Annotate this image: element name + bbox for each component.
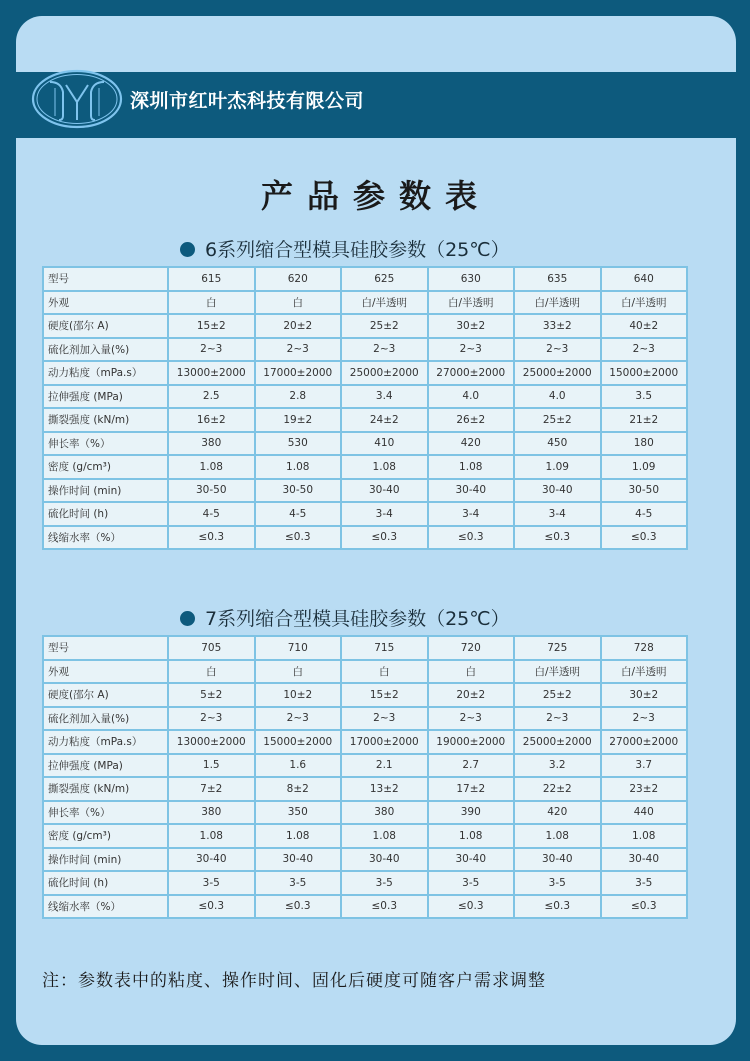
- table-cell: 2.7: [428, 754, 515, 778]
- table-cell: 720: [428, 636, 515, 660]
- table-cell: 3.7: [601, 754, 688, 778]
- table-cell: 30-50: [168, 479, 255, 503]
- table-cell: 2.1: [341, 754, 428, 778]
- table-cell: 450: [514, 432, 601, 456]
- table-cell: 13±2: [341, 777, 428, 801]
- table-cell: 13000±2000: [168, 730, 255, 754]
- row-label: 外观: [43, 291, 168, 315]
- table-cell: 3-4: [514, 502, 601, 526]
- table-row: [43, 754, 687, 778]
- table-cell: 3-5: [168, 871, 255, 895]
- company-name: 深圳市红叶杰科技有限公司: [130, 90, 365, 112]
- row-label: 线缩水率（%）: [43, 895, 168, 919]
- bullet-icon: [180, 242, 195, 257]
- table-cell: 3-4: [341, 502, 428, 526]
- table-cell: 1.6: [255, 754, 342, 778]
- table-cell: 白/半透明: [341, 291, 428, 315]
- table-cell: 620: [255, 267, 342, 291]
- table-row: [43, 636, 687, 660]
- table-cell: 30-40: [341, 848, 428, 872]
- table-row: [43, 824, 687, 848]
- table-cell: 25000±2000: [514, 361, 601, 385]
- row-label: 伸长率（%）: [43, 432, 168, 456]
- table-cell: 40±2: [601, 314, 688, 338]
- table-cell: 715: [341, 636, 428, 660]
- table-cell: 白/半透明: [601, 291, 688, 315]
- row-label: 动力粘度（mPa.s）: [43, 730, 168, 754]
- table-cell: 1.08: [514, 824, 601, 848]
- table-cell: 2~3: [514, 707, 601, 731]
- table-cell: 625: [341, 267, 428, 291]
- table-row: [43, 502, 687, 526]
- table-cell: 33±2: [514, 314, 601, 338]
- table-cell: 390: [428, 801, 515, 825]
- table-cell: 2~3: [168, 338, 255, 362]
- table-cell: 4.0: [428, 385, 515, 409]
- table-cell: 17000±2000: [255, 361, 342, 385]
- table-cell: 20±2: [428, 683, 515, 707]
- table-cell: 白: [255, 660, 342, 684]
- table-cell: 22±2: [514, 777, 601, 801]
- table-cell: 30-40: [428, 848, 515, 872]
- table-cell: 2~3: [428, 707, 515, 731]
- table-cell: ≤0.3: [428, 526, 515, 550]
- table-cell: 白: [168, 660, 255, 684]
- table-row: [43, 801, 687, 825]
- table-cell: 3-5: [514, 871, 601, 895]
- table-row: [43, 408, 687, 432]
- table-cell: 2.8: [255, 385, 342, 409]
- table-cell: 19000±2000: [428, 730, 515, 754]
- table-cell: 2~3: [168, 707, 255, 731]
- row-label: 密度 (g/cm³): [43, 455, 168, 479]
- table-cell: 17±2: [428, 777, 515, 801]
- table-cell: 725: [514, 636, 601, 660]
- table-cell: 2~3: [255, 707, 342, 731]
- table-cell: 1.09: [514, 455, 601, 479]
- table-cell: 白: [168, 291, 255, 315]
- table-cell: 1.08: [341, 455, 428, 479]
- table-cell: 420: [514, 801, 601, 825]
- table-cell: 4.0: [514, 385, 601, 409]
- table-cell: 8±2: [255, 777, 342, 801]
- table-cell: 380: [168, 801, 255, 825]
- table-row: [43, 432, 687, 456]
- row-label: 硫化时间 (h): [43, 502, 168, 526]
- table-cell: 410: [341, 432, 428, 456]
- table-row: [43, 683, 687, 707]
- table-cell: 白/半透明: [514, 291, 601, 315]
- table-cell: ≤0.3: [514, 895, 601, 919]
- table-cell: 20±2: [255, 314, 342, 338]
- row-label: 拉伸强度 (MPa): [43, 385, 168, 409]
- table-cell: 3-5: [601, 871, 688, 895]
- table-cell: 30-50: [255, 479, 342, 503]
- table-cell: 3-5: [255, 871, 342, 895]
- table-row: [43, 361, 687, 385]
- table-cell: 3-4: [428, 502, 515, 526]
- table-cell: ≤0.3: [168, 895, 255, 919]
- table-cell: 635: [514, 267, 601, 291]
- table-cell: 728: [601, 636, 688, 660]
- table-cell: 2~3: [601, 338, 688, 362]
- table-cell: 25±2: [514, 408, 601, 432]
- table-row: [43, 895, 687, 919]
- table-cell: 4-5: [255, 502, 342, 526]
- table-row: [43, 267, 687, 291]
- table-cell: 4-5: [168, 502, 255, 526]
- table-row: [43, 526, 687, 550]
- table-row: [43, 338, 687, 362]
- table-cell: 1.08: [168, 824, 255, 848]
- table-cell: 3.4: [341, 385, 428, 409]
- row-label: 硫化剂加入量(%): [43, 338, 168, 362]
- table-cell: 15000±2000: [255, 730, 342, 754]
- table-cell: 13000±2000: [168, 361, 255, 385]
- page-title: 产品参数表: [260, 177, 491, 215]
- table-cell: 21±2: [601, 408, 688, 432]
- table-row: [43, 730, 687, 754]
- header-band: [16, 72, 736, 138]
- table-cell: 白: [341, 660, 428, 684]
- table-cell: 23±2: [601, 777, 688, 801]
- table-cell: 1.08: [255, 824, 342, 848]
- table-cell: 3.2: [514, 754, 601, 778]
- table-cell: ≤0.3: [168, 526, 255, 550]
- table-cell: 5±2: [168, 683, 255, 707]
- table-cell: 10±2: [255, 683, 342, 707]
- table-cell: 白/半透明: [601, 660, 688, 684]
- table-cell: 2~3: [514, 338, 601, 362]
- row-label: 硫化时间 (h): [43, 871, 168, 895]
- table-row: [43, 479, 687, 503]
- table-cell: 2~3: [255, 338, 342, 362]
- table-cell: 25±2: [514, 683, 601, 707]
- table-cell: 15±2: [168, 314, 255, 338]
- row-label: 操作时间 (min): [43, 479, 168, 503]
- table-cell: 530: [255, 432, 342, 456]
- section-title-6-series: [180, 235, 510, 262]
- table-cell: 3.5: [601, 385, 688, 409]
- table-row: [43, 385, 687, 409]
- table-cell: 30-40: [514, 479, 601, 503]
- row-label: 硬度(邵尔 A): [43, 683, 168, 707]
- table-row: [43, 314, 687, 338]
- table-cell: 1.08: [168, 455, 255, 479]
- table-cell: 1.08: [428, 824, 515, 848]
- table-cell: ≤0.3: [341, 526, 428, 550]
- table-row: [43, 848, 687, 872]
- section-title-text: 7系列缩合型模具硅胶参数（25℃）: [205, 608, 510, 630]
- table-cell: 180: [601, 432, 688, 456]
- table-cell: 1.08: [428, 455, 515, 479]
- table-cell: 30-40: [428, 479, 515, 503]
- table-cell: 30-40: [168, 848, 255, 872]
- table-cell: 30-40: [601, 848, 688, 872]
- table-row: [43, 455, 687, 479]
- table-cell: 2.5: [168, 385, 255, 409]
- table-cell: 30±2: [428, 314, 515, 338]
- bullet-icon: [180, 611, 195, 626]
- table-cell: ≤0.3: [601, 526, 688, 550]
- parameter-table-6-series: [42, 266, 688, 550]
- table-row: [43, 871, 687, 895]
- row-label: 拉伸强度 (MPa): [43, 754, 168, 778]
- table-cell: 30-40: [514, 848, 601, 872]
- table-cell: 白: [255, 291, 342, 315]
- row-label: 动力粘度（mPa.s）: [43, 361, 168, 385]
- table-cell: 3-5: [428, 871, 515, 895]
- table-cell: 30-40: [341, 479, 428, 503]
- table-cell: ≤0.3: [341, 895, 428, 919]
- table-cell: 15000±2000: [601, 361, 688, 385]
- table-cell: ≤0.3: [255, 895, 342, 919]
- row-label: 型号: [43, 267, 168, 291]
- table-row: [43, 777, 687, 801]
- table-cell: 7±2: [168, 777, 255, 801]
- table-cell: 705: [168, 636, 255, 660]
- table-cell: ≤0.3: [514, 526, 601, 550]
- table-cell: 710: [255, 636, 342, 660]
- row-label: 型号: [43, 636, 168, 660]
- table-cell: 16±2: [168, 408, 255, 432]
- table-cell: 15±2: [341, 683, 428, 707]
- row-label: 操作时间 (min): [43, 848, 168, 872]
- table-cell: ≤0.3: [601, 895, 688, 919]
- table-cell: 30-40: [255, 848, 342, 872]
- row-label: 撕裂强度 (kN/m): [43, 408, 168, 432]
- row-label: 硫化剂加入量(%): [43, 707, 168, 731]
- table-cell: 27000±2000: [601, 730, 688, 754]
- company-logo: [30, 68, 124, 130]
- table-cell: 380: [168, 432, 255, 456]
- table-cell: 27000±2000: [428, 361, 515, 385]
- parameter-table-7-series: [42, 635, 688, 919]
- table-cell: 640: [601, 267, 688, 291]
- row-label: 撕裂强度 (kN/m): [43, 777, 168, 801]
- table-cell: 24±2: [341, 408, 428, 432]
- table-cell: 1.5: [168, 754, 255, 778]
- table-cell: 420: [428, 432, 515, 456]
- table-cell: 25000±2000: [341, 361, 428, 385]
- row-label: 外观: [43, 660, 168, 684]
- table-cell: 19±2: [255, 408, 342, 432]
- table-row: [43, 707, 687, 731]
- row-label: 线缩水率（%）: [43, 526, 168, 550]
- table-cell: 615: [168, 267, 255, 291]
- table-cell: 25000±2000: [514, 730, 601, 754]
- table-cell: 3-5: [341, 871, 428, 895]
- table-cell: 4-5: [601, 502, 688, 526]
- table-cell: 350: [255, 801, 342, 825]
- table-cell: 2~3: [601, 707, 688, 731]
- table-cell: 1.08: [341, 824, 428, 848]
- table-cell: 1.08: [601, 824, 688, 848]
- table-cell: 30±2: [601, 683, 688, 707]
- table-cell: 1.09: [601, 455, 688, 479]
- table-cell: ≤0.3: [428, 895, 515, 919]
- table-cell: 26±2: [428, 408, 515, 432]
- table-cell: 630: [428, 267, 515, 291]
- table-cell: 2~3: [341, 707, 428, 731]
- table-row: [43, 660, 687, 684]
- table-cell: 1.08: [255, 455, 342, 479]
- section-title-7-series: [180, 604, 510, 631]
- section-title-text: 6系列缩合型模具硅胶参数（25℃）: [205, 239, 510, 261]
- table-cell: 白/半透明: [514, 660, 601, 684]
- table-row: [43, 291, 687, 315]
- row-label: 硬度(邵尔 A): [43, 314, 168, 338]
- table-cell: 2~3: [341, 338, 428, 362]
- table-cell: 17000±2000: [341, 730, 428, 754]
- footnote: 注：参数表中的粘度、操作时间、固化后硬度可随客户需求调整: [42, 971, 546, 991]
- row-label: 伸长率（%）: [43, 801, 168, 825]
- table-cell: 440: [601, 801, 688, 825]
- table-cell: 白: [428, 660, 515, 684]
- table-cell: 2~3: [428, 338, 515, 362]
- table-cell: ≤0.3: [255, 526, 342, 550]
- table-cell: 380: [341, 801, 428, 825]
- table-cell: 白/半透明: [428, 291, 515, 315]
- row-label: 密度 (g/cm³): [43, 824, 168, 848]
- top-tab: [16, 16, 736, 72]
- table-cell: 30-50: [601, 479, 688, 503]
- table-cell: 25±2: [341, 314, 428, 338]
